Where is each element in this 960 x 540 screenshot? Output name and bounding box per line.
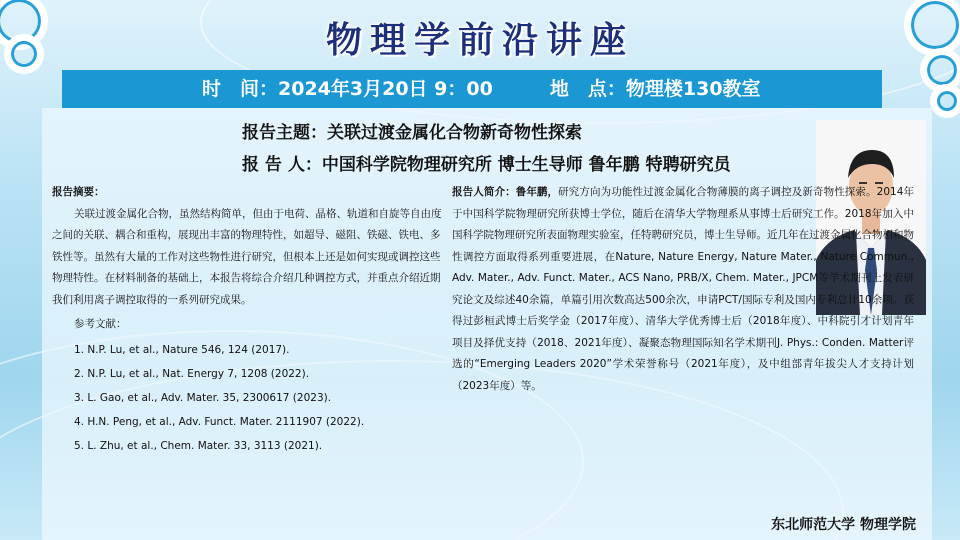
footer-institution: 东北师范大学 物理学院: [771, 517, 916, 533]
time-label: 时 间：: [202, 78, 279, 100]
reference-item: 5. L. Zhu, et al., Chem. Mater. 33, 3113 (2021).: [74, 440, 323, 452]
speaker-value: 中国科学院物理研究所 博士生导师 鲁年鹏 特聘研究员: [321, 155, 731, 175]
reference-item: 3. L. Gao, et al., Adv. Mater. 35, 2300617 (2023).: [74, 392, 332, 404]
topic-value: 关联过渡金属化合物新奇物性探索: [327, 123, 582, 143]
decorative-ring: [930, 84, 960, 118]
abstract-heading: 报告摘要：: [52, 186, 105, 198]
place-label: 地 点：: [549, 78, 626, 100]
topic-label: 报告主题：: [242, 123, 327, 143]
abstract-text: 关联过渡金属化合物，虽然结构简单，但由于电荷、晶格、轨道和自旋等自由度之间的关联、耦合和重构，展现出丰富的物理特性，如超导、磁阻、铁磁、铁电、多铁性等。虽然有大量的工作对这些物性进行研究，但根本上还是如何实现或调控这些物理特性。在材料制备的基础上，本报告将综合介绍几种调控方式，并重点介绍近期我们利用离子调控取得的一系列研究成果。: [52, 207, 442, 306]
reference-item: 2. N.P. Lu, et al., Nat. Energy 7, 1208 (2022).: [74, 368, 310, 380]
speaker-label: 报 告 人：: [242, 155, 322, 175]
info-bar: [62, 70, 882, 108]
bio-section: [452, 182, 914, 397]
info-spacer: [493, 78, 550, 100]
bio-text: 研究方向为功能性过渡金属化合物薄膜的离子调控及新奇物性探索。2014年于中国科学院物理研究所获博士学位，随后在清华大学物理系从事博士后研究工作。2018年加入中国科学院物理研究所表面物理实验室，任特聘研究员，博士生导师。近几年在过渡金属化合物相和物性调控方面取得系列重要进展，在Nature, Nature Energy, Nature Mater., Nature Commun., Adv. Mater., Adv. Funct. Mater., ACS Nano, PRB/X, Chem. Mater., JPCM等学术期刊上发表研究论文及综述40余篇，单篇引用次数高达500余次，申请PCT/国际专利及国内专利总计10余项。获得过彭桓武博士后奖学金（2017年度）、清华大学优秀博士后（2018年度）、中科院引才计划青年项目及择优支持（2018、2021年度）、凝聚态物理国际知名学术期刊J. Phys.: Conden. Matter评选的“Emerging Leaders 2020”学术荣誉称号（2021年度），及中组部青年拔尖人才支持计划（2023年度）等。: [452, 186, 914, 392]
reference-item: 1. N.P. Lu, et al., Nature 546, 124 (2017).: [74, 344, 290, 356]
abstract-section: [52, 182, 442, 458]
references-list: [52, 311, 442, 458]
time-value: 2024年3月20日 9：00: [278, 78, 493, 100]
poster-title: 物理学前沿讲座: [325, 20, 634, 61]
reference-item: 4. H.N. Peng, et al., Adv. Funct. Mater. 2111907 (2022).: [74, 416, 365, 428]
topic-line: [242, 118, 582, 143]
references-heading: 参考文献：: [74, 318, 127, 330]
speaker-line: [242, 150, 731, 175]
bio-heading: 报告人简介：鲁年鹏，: [452, 186, 559, 198]
place-value: 物理楼130教室: [625, 78, 761, 100]
